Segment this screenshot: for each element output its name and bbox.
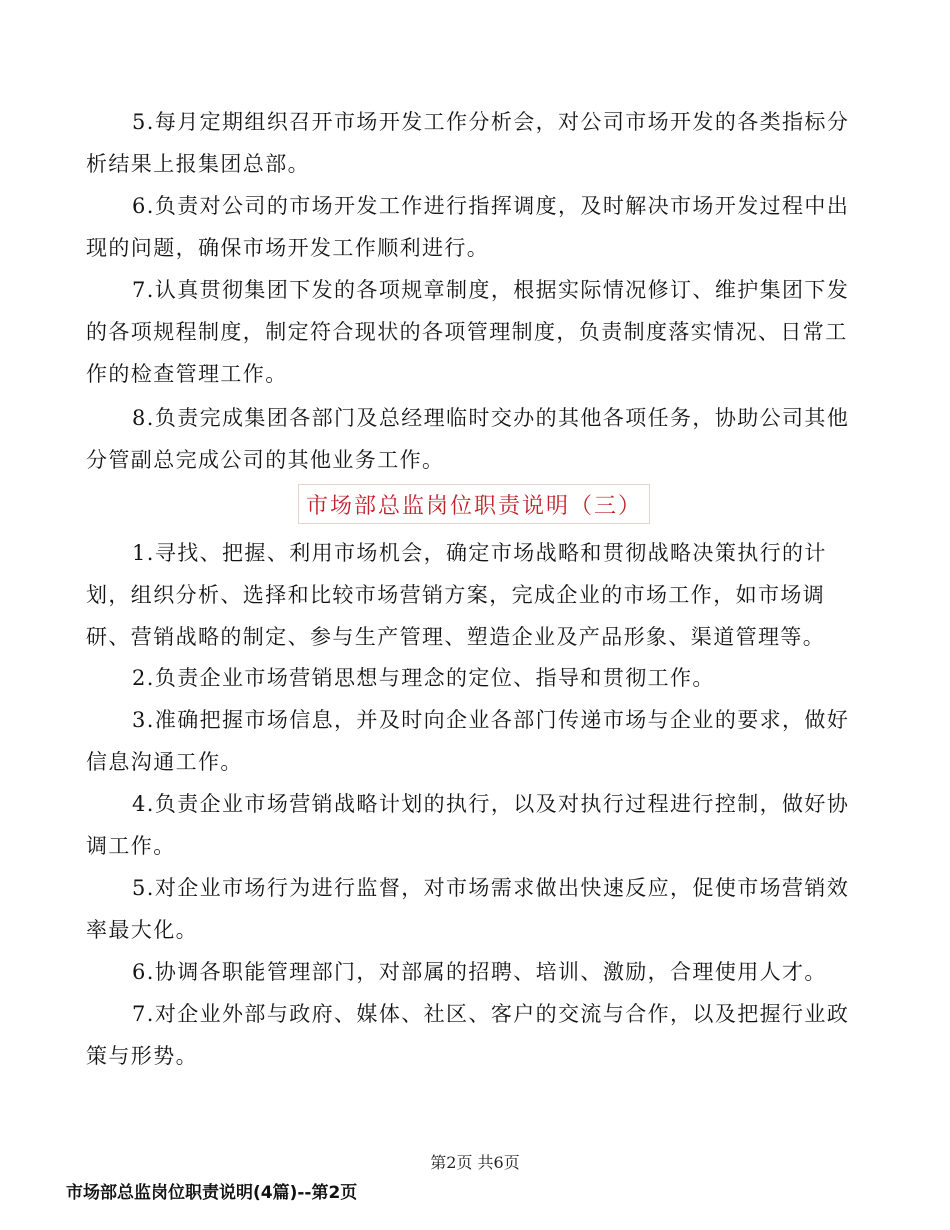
section-title-box	[298, 484, 650, 524]
duty-item-2: 2.负责企业市场营销思想与理念的定位、指导和贯彻工作。	[132, 666, 715, 690]
paragraph-item-7: 7.认真贯彻集团下发的各项规章制度，根据实际情况修订、维护集团下发的各项规程制度，制定符合现状的各项管理制度，负责制度落实情况、日常工作的检查管理工作。	[86, 278, 850, 386]
page-number: 第2页 共6页	[430, 1153, 520, 1172]
duty-item-6: 6.协调各职能管理部门，对部属的招聘、培训、激励，合理使用人才。	[132, 960, 827, 984]
duty-item-7: 7.对企业外部与政府、媒体、社区、客户的交流与合作，以及把握行业政策与形势。	[86, 1002, 850, 1068]
paragraph-item-6: 6.负责对公司的市场开发工作进行指挥调度，及时解决市场开发过程中出现的问题，确保市场开发工作顺利进行。	[86, 194, 850, 260]
paragraph-item-8: 8.负责完成集团各部门及总经理临时交办的其他各项任务，协助公司其他分管副总完成公司的其他业务工作。	[86, 406, 850, 472]
duty-item-4: 4.负责企业市场营销战略计划的执行，以及对执行过程进行控制，做好协调工作。	[86, 792, 850, 858]
duty-item-5: 5.对企业市场行为进行监督，对市场需求做出快速反应，促使市场营销效率最大化。	[86, 876, 850, 942]
duty-item-3: 3.准确把握市场信息，并及时向企业各部门传递市场与企业的要求，做好信息沟通工作。	[86, 708, 850, 774]
paragraph-item-5: 5.每月定期组织召开市场开发工作分析会，对公司市场开发的各类指标分析结果上报集团总部。	[86, 110, 850, 176]
footer-caption: 市场部总监岗位职责说明(4篇)--第2页	[66, 1183, 358, 1203]
section-title: 市场部总监岗位职责说明（三）	[305, 493, 642, 519]
duty-item-1: 1.寻找、把握、利用市场机会，确定市场战略和贯彻战略决策执行的计划，组织分析、选择和比较市场营销方案，完成企业的市场工作，如市场调研、营销战略的制定、参与生产管理、塑造企业及产品形象、渠道管理等。	[86, 541, 827, 649]
